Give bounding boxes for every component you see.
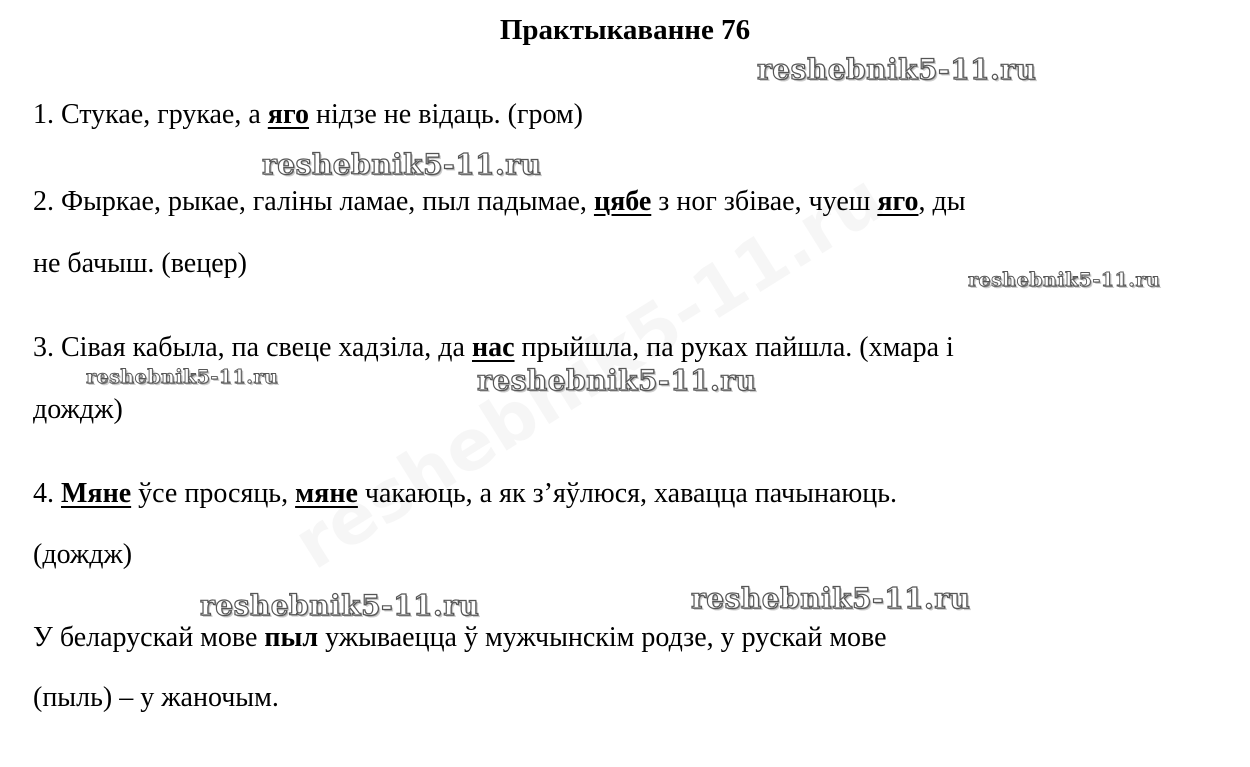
text-segment: з ног збівае, чуеш [651, 186, 878, 217]
pronoun-highlight: яго [877, 186, 919, 217]
watermark: reshebnik5-11.ru [757, 53, 1037, 86]
text-segment: чакаюць, а як з’яўлюся, хавацца пачынаюць. [357, 478, 898, 509]
pronoun-highlight: Мяне [61, 478, 132, 509]
watermark: reshebnik5-11.ru [86, 366, 279, 388]
riddle-3-line-1 [33, 330, 954, 366]
note-line-1 [33, 620, 887, 656]
watermark: reshebnik5-11.ru [200, 589, 480, 622]
riddle-4-line-1 [33, 476, 897, 512]
pronoun-highlight: цябе [593, 186, 652, 217]
pronoun-highlight: яго [267, 99, 309, 130]
riddle-1-line-1 [33, 97, 583, 133]
page-title: Практыкаванне 76 [499, 14, 751, 46]
text-segment: прыйшла, па руках пайшла. (хмара і [514, 332, 954, 363]
text-segment: , ды [918, 186, 966, 217]
bold-word: пыл [264, 622, 319, 653]
pronoun-highlight: мяне [295, 478, 358, 509]
watermark: reshebnik5-11.ru [477, 364, 757, 397]
watermark: reshebnik5-11.ru [262, 148, 542, 181]
text-segment: нідзе не відаць. (гром) [308, 99, 583, 130]
note-line-2: (пыль) – у жаночым. [33, 682, 279, 713]
riddle-2-line-2: не бачыш. (вецер) [33, 248, 247, 279]
text-segment: 1. Стукае, грукае, а [33, 99, 268, 130]
text-segment: 4. [33, 478, 61, 509]
pronoun-highlight: нас [471, 332, 515, 363]
text-segment: ўсе просяць, [131, 478, 296, 509]
text-segment: У беларускай мове [33, 622, 265, 653]
watermark: reshebnik5-11.ru [691, 582, 971, 615]
text-segment: ужываецца ў мужчынскім родзе, у рускай мове [318, 622, 887, 653]
riddle-2-line-1 [33, 184, 966, 220]
watermark: reshebnik5-11.ru [968, 269, 1161, 291]
riddle-4-line-2: (дождж) [33, 539, 133, 570]
text-segment: 2. Фыркае, рыкае, галіны ламае, пыл падымае, [33, 186, 594, 217]
text-segment: 3. Сівая кабыла, па свеце хадзіла, да [33, 332, 472, 363]
riddle-3-line-2: дождж) [33, 394, 123, 425]
